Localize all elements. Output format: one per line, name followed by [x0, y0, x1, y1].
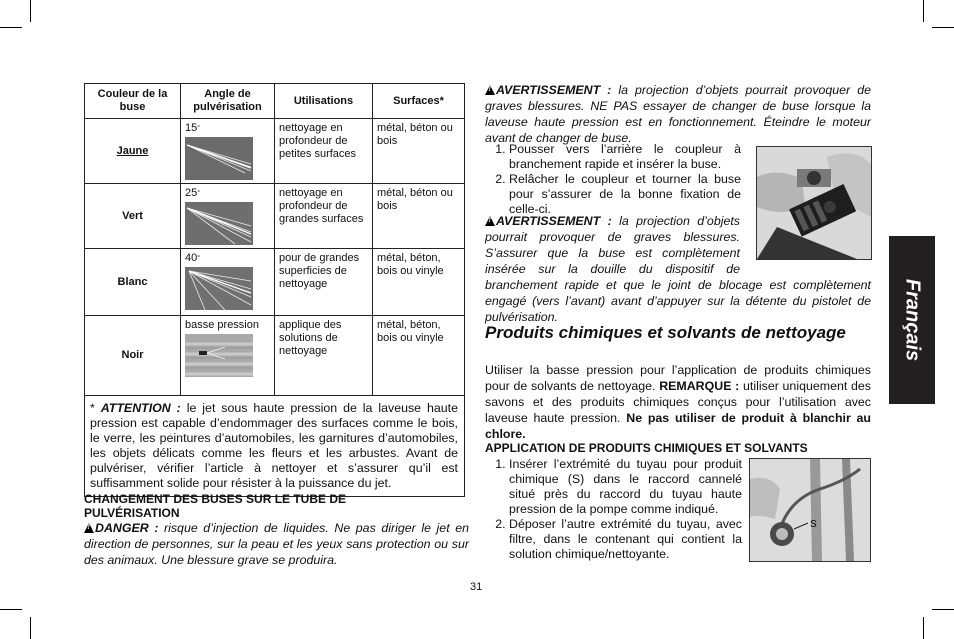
warning2-label: AVERTISSEMENT : [496, 214, 612, 228]
nozzle-color: Jaune [116, 144, 149, 157]
chem-bold: Ne pas utiliser de produit à blanchir au chlore. [485, 411, 871, 441]
chemicals-paragraph [485, 362, 871, 442]
spray-25-image [185, 202, 253, 245]
crop-mark [30, 0, 31, 22]
nozzle-color: Vert [85, 184, 181, 249]
nozzle-angle-cell [181, 249, 275, 316]
attention-note [85, 396, 465, 497]
chemical-hose-photo [749, 458, 871, 562]
nozzle-angle: 40 [185, 252, 198, 264]
warning-icon [485, 85, 495, 95]
nozzle-angle: basse pression [185, 319, 259, 331]
spray-15-image [185, 137, 253, 180]
danger-paragraph [84, 520, 469, 568]
degree-symbol: ° [197, 125, 201, 132]
language-tab-label: Français [901, 278, 924, 362]
warning1-text: la projection d’objets pourrait provoquer de graves blessures. NE PAS essayer de changer de buse lorsque la laveuse haute pression est en fonctionnement. Éteindre le moteur avant de changer de buse. [485, 83, 871, 145]
header-angle: Angle de pulvérisation [181, 84, 275, 119]
warning1-paragraph [485, 82, 871, 146]
warning-icon [84, 523, 94, 533]
crop-mark [0, 27, 22, 28]
nozzle-steps [485, 142, 741, 217]
nozzle-surface: métal, béton ou bois [373, 184, 465, 249]
application-heading: APPLICATION DE PRODUITS CHIMIQUES ET SOLVANTS [485, 441, 808, 455]
nozzle-table [84, 83, 465, 497]
spray-low-pressure-image [185, 334, 253, 377]
remarque-label: REMARQUE : [659, 379, 740, 393]
crop-mark [923, 0, 924, 22]
language-tab [889, 236, 935, 404]
nozzle-use: nettoyage en profondeur de petites surfaces [274, 119, 372, 184]
list-item: 1. Pousser vers l’arrière le coupleur à branchement rapide et insérer la buse. [509, 142, 741, 172]
table-row [85, 249, 465, 316]
table-row [85, 184, 465, 249]
header-color: Couleur de la buse [85, 84, 181, 119]
nozzle-angle-cell [181, 184, 275, 249]
nozzle-angle: 25 [185, 187, 198, 199]
header-surface: Surfaces* [373, 84, 465, 119]
nozzle-angle: 15 [185, 122, 198, 134]
table-header-row [85, 84, 465, 119]
table-row [85, 119, 465, 184]
crop-mark [30, 617, 31, 639]
degree-symbol: ° [197, 190, 201, 197]
warning-icon [485, 216, 495, 226]
section-title: Produits chimiques et solvants de nettoyage [485, 323, 846, 342]
list-item: 1. Insérer l’extrémité du tuyau pour produit chimique (S) dans le raccord cannelé situé près du raccord du tuyau haute pression de la pompe comme indiqué. [509, 457, 742, 517]
chem-text-1: Utiliser la basse pression pour l’application de produits chimiques pour de solvants de nettoyage. [485, 363, 871, 393]
hose-label: S [810, 519, 817, 530]
nozzle-surface: métal, béton ou bois [373, 119, 465, 184]
crop-mark [923, 617, 924, 639]
nozzle-use: applique des solutions de nettoyage [274, 316, 372, 396]
degree-symbol: ° [197, 255, 201, 262]
list-item: 2. Relâcher le coupleur et tourner la buse pour s’assurer de la bonne fixation de celle-ci. [509, 172, 741, 217]
page-number: 31 [470, 581, 483, 593]
nozzle-angle-cell [181, 316, 275, 396]
danger-label: DANGER : [95, 521, 159, 535]
attention-label: ATTENTION : [100, 401, 181, 415]
nozzle-coupler-photo [756, 146, 872, 260]
nozzle-color: Blanc [85, 249, 181, 316]
chemical-steps [485, 457, 742, 562]
warning1-label: AVERTISSEMENT : [496, 83, 612, 97]
nozzle-use: pour de grandes superficies de nettoyage [274, 249, 372, 316]
crop-mark [932, 609, 954, 610]
header-use: Utilisations [274, 84, 372, 119]
table-row [85, 316, 465, 396]
nozzle-change-heading: CHANGEMENT DES BUSES SUR LE TUBE DE PULVÉRISATION [84, 492, 347, 520]
attention-text: le jet sous haute pression de la laveuse haute pression est capable d’endommager des surfaces comme le bois, le verre, les peintures d’automobiles, les garnitures d’automobiles, les objets délicats comme les fleurs et les arbustes. Avant de pulvériser, vérifier l’article à nettoyer et s’assurer qu’il est suffisamment solide pour résister à la puissance du jet. [90, 401, 459, 490]
attention-asterisk: * [90, 401, 95, 415]
danger-text: risque d’injection de liquides. Ne pas diriger le jet en direction de personnes, sur la peau et les yeux sans protection ou sur des animaux. Une blessure grave se produira. [84, 521, 469, 567]
nozzle-surface: métal, béton, bois ou vinyle [373, 249, 465, 316]
chem-text-2: utiliser uniquement des savons et des produits chimiques conçus pour l’utilisation avec laveuse haute pression. [485, 379, 871, 425]
nozzle-surface: métal, béton, bois ou vinyle [373, 316, 465, 396]
crop-mark [0, 609, 22, 610]
nozzle-color: Noir [85, 316, 181, 396]
list-item: 2. Déposer l’autre extrémité du tuyau, avec filtre, dans le contenant qui contient la solution chimique/nettoyante. [509, 517, 742, 562]
table-row [85, 396, 465, 497]
spray-40-image [185, 267, 253, 310]
nozzle-use: nettoyage en profondeur de grandes surfaces [274, 184, 372, 249]
warning2-text: la projection d’objets pourrait provoquer de graves blessures. S’assurer que la buse est complètement insérée sur la douille du dispositif de branchement rapide et que le joint de blocage est complètement engagé (vers l’avant) avant d’appuyer sur la détente du pistolet de pulvérisation. [485, 214, 871, 324]
crop-mark [932, 27, 954, 28]
nozzle-angle-cell [181, 119, 275, 184]
nozzle-color-cell [85, 119, 181, 184]
